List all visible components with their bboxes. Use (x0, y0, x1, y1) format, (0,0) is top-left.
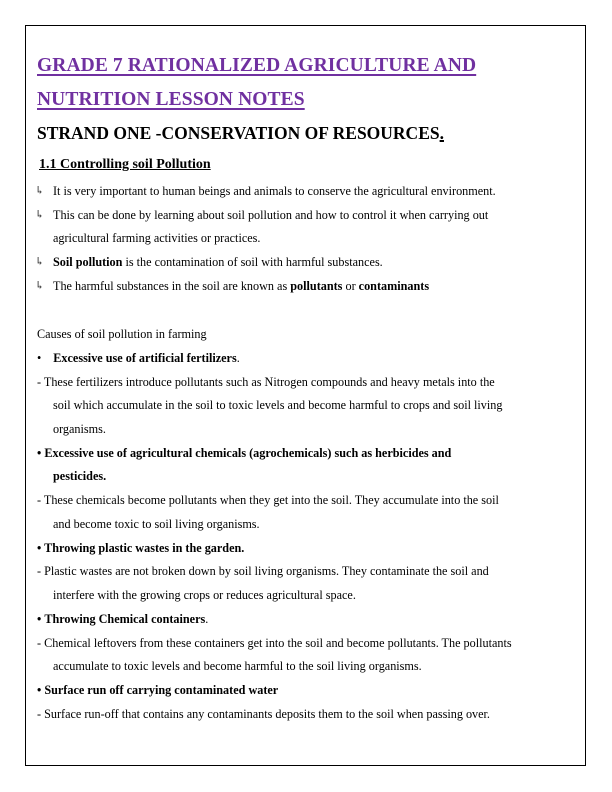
cause-desc: soil which accumulate in the soil to toxic levels and become harmful to crops and soil living (53, 398, 503, 412)
pointing-hand-icon: ↳ (35, 280, 45, 292)
period: . (205, 612, 209, 626)
cause-title: Excessive use of artificial fertilizers (53, 351, 237, 365)
pointing-hand-icon: ↳ (35, 185, 45, 197)
causes-heading: Causes of soil pollution in farming (37, 327, 207, 341)
cause-desc: - These fertilizers introduce pollutants such as Nitrogen compounds and heavy metals into the (37, 375, 495, 389)
cause-item-title (37, 541, 244, 555)
term-bold: Soil pollution (53, 255, 123, 269)
cause-item-title (37, 446, 451, 460)
cause-title-cont: pesticides. (53, 469, 107, 483)
strand-period: . (439, 123, 444, 143)
period: . (236, 351, 240, 365)
cause-item-title (37, 351, 240, 365)
term-bold: contaminants (358, 279, 430, 293)
cause-desc: - These chemicals become pollutants when they get into the soil. They accumulate into the soil (37, 493, 499, 507)
text: The harmful substances in the soil are known as (53, 279, 291, 293)
cause-item-title (37, 683, 278, 697)
cause-item-title (37, 612, 208, 626)
bullet-text (53, 279, 429, 293)
section-subheading: 1.1 Controlling soil Pollution (39, 157, 211, 172)
pointing-hand-icon: ↳ (35, 256, 45, 268)
document-title-line-2: NUTRITION LESSON NOTES (37, 89, 305, 110)
cause-title: Surface run off carrying contaminated water (44, 683, 279, 697)
term-bold: pollutants (290, 279, 343, 293)
bullet-dot: • (37, 446, 42, 460)
cause-title: Throwing Chemical containers (44, 612, 206, 626)
strand-heading (37, 123, 444, 144)
bullet-dot: • (37, 612, 42, 626)
bullet-text (53, 255, 383, 269)
cause-desc: and become toxic to soil living organisms. (53, 517, 260, 531)
cause-desc: - Surface run-off that contains any contaminants deposits them to the soil when passing over. (37, 707, 490, 721)
pointing-hand-icon: ↳ (35, 209, 45, 221)
cause-title: Throwing plastic wastes in the garden. (44, 541, 245, 555)
cause-desc: interfere with the growing crops or reduces agricultural space. (53, 588, 356, 602)
cause-desc: accumulate to toxic levels and become harmful to the soil living organisms. (53, 659, 422, 673)
bullet-dot: • (37, 541, 42, 555)
document-title-line-1: GRADE 7 RATIONALIZED AGRICULTURE AND (37, 55, 477, 76)
bullet-dot: • (37, 351, 42, 365)
bullet-dot: • (37, 683, 42, 697)
cause-desc: - Chemical leftovers from these containers get into the soil and become pollutants. The pollutants (37, 636, 512, 650)
definition: is the contamination of soil with harmful substances. (122, 255, 383, 269)
bullet-text: This can be done by learning about soil pollution and how to control it when carrying out (53, 208, 489, 222)
cause-title: Excessive use of agricultural chemicals (agrochemicals) such as herbicides and (44, 446, 452, 460)
text: or (342, 279, 359, 293)
bullet-text-cont: agricultural farming activities or practices. (53, 231, 261, 245)
strand-text: STRAND ONE -CONSERVATION OF RESOURCES (37, 123, 440, 143)
cause-desc: - Plastic wastes are not broken down by soil living organisms. They contaminate the soil and (37, 564, 489, 578)
bullet-text: It is very important to human beings and animals to conserve the agricultural environment. (53, 184, 496, 198)
cause-desc: organisms. (53, 422, 106, 436)
